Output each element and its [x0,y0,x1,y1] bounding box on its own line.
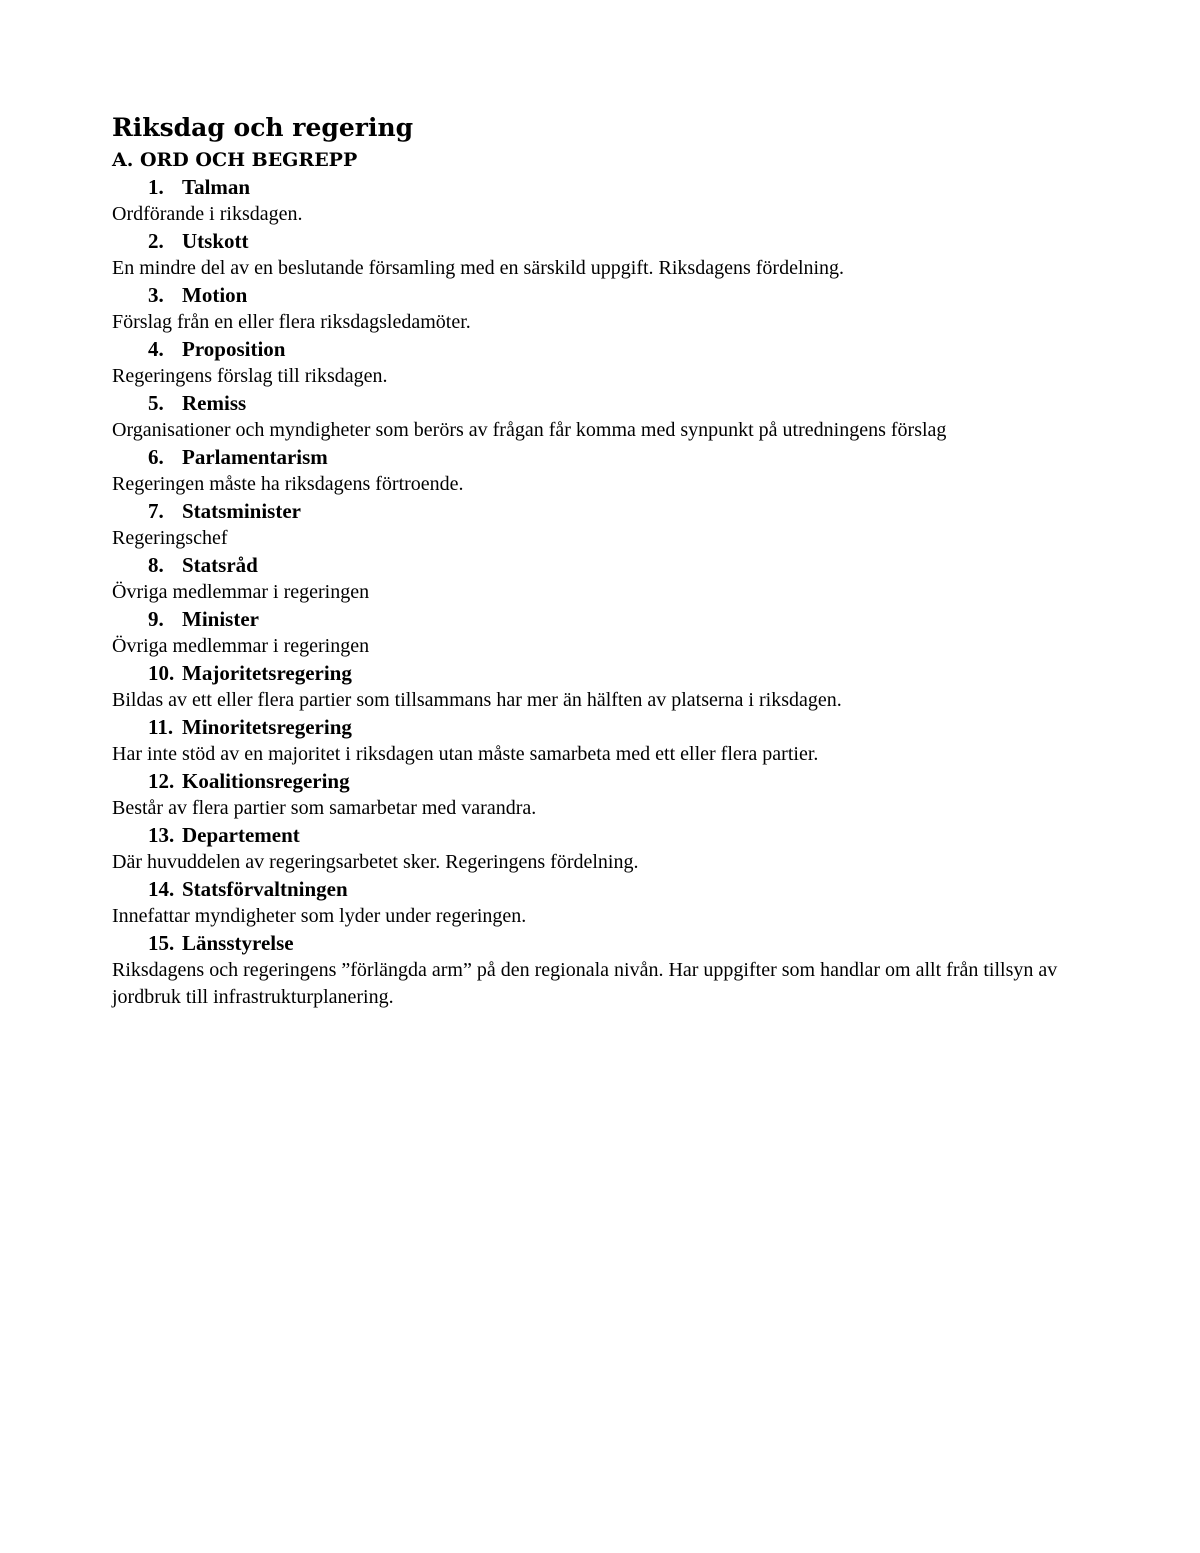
section-heading: A. ORD OCH BEGREPP [112,149,358,171]
term-definition: Regeringschef [112,527,228,549]
list-item [112,930,1102,1011]
list-item [112,174,1102,228]
term-definition: Har inte stöd av en majoritet i riksdagen utan måste samarbeta med ett eller flera partier. [112,743,819,765]
term-name: Minoritetsregering [182,715,352,739]
list-item [112,768,1102,822]
term-heading [112,876,1102,903]
term-heading [112,390,1102,417]
list-item [112,714,1102,768]
term-number: 7. [148,499,164,523]
term-number: 8. [148,553,164,577]
term-heading [112,498,1102,525]
term-definition: Där huvuddelen av regeringsarbetet sker. Regeringens fördelning. [112,851,639,873]
list-item [112,606,1102,660]
document-page [112,110,1102,1011]
term-definition: Regeringen måste ha riksdagens förtroende. [112,473,464,495]
term-name: Utskott [182,229,249,253]
list-item [112,498,1102,552]
term-list [112,174,1102,1011]
term-name: Motion [182,283,248,307]
list-item [112,390,1102,444]
term-heading [112,336,1102,363]
term-heading [112,822,1102,849]
term-number: 5. [148,391,164,415]
list-item [112,336,1102,390]
term-definition: Riksdagens och regeringens ”förlängda arm” på den regionala nivån. Har uppgifter som handlar om allt från tillsyn av jordbruk till infrastrukturplanering. [112,959,1058,1008]
list-item [112,228,1102,282]
term-definition: Ordförande i riksdagen. [112,203,303,225]
term-heading [112,714,1102,741]
term-number: 14. [148,877,175,901]
term-number: 9. [148,607,164,631]
term-number: 11. [148,715,174,739]
term-number: 15. [148,931,175,955]
term-definition: Består av flera partier som samarbetar med varandra. [112,797,537,819]
term-definition: Organisationer och myndigheter som berörs av frågan får komma med synpunkt på utredningens förslag [112,419,947,441]
term-number: 13. [148,823,175,847]
term-heading [112,930,1102,957]
term-heading [112,282,1102,309]
term-name: Majoritetsregering [182,661,352,685]
list-item [112,282,1102,336]
term-name: Parlamentarism [182,445,328,469]
term-name: Koalitionsregering [182,769,350,793]
term-heading [112,768,1102,795]
term-number: 1. [148,175,164,199]
term-name: Statsråd [182,553,258,577]
term-name: Statsförvaltningen [182,877,348,901]
term-definition: Förslag från en eller flera riksdagsledamöter. [112,311,471,333]
list-item [112,822,1102,876]
list-item [112,444,1102,498]
term-definition: Bildas av ett eller flera partier som tillsammans har mer än hälften av platserna i riksdagen. [112,689,842,711]
term-definition: En mindre del av en beslutande församling med en särskild uppgift. Riksdagens fördelning. [112,257,845,279]
list-item [112,876,1102,930]
term-heading [112,174,1102,201]
term-number: 3. [148,283,164,307]
term-number: 12. [148,769,175,793]
document-title: Riksdag och regering [112,113,414,142]
list-item [112,552,1102,606]
term-name: Statsminister [182,499,301,523]
term-number: 10. [148,661,175,685]
term-heading [112,552,1102,579]
term-definition: Innefattar myndigheter som lyder under regeringen. [112,905,527,927]
term-number: 6. [148,445,164,469]
term-definition: Övriga medlemmar i regeringen [112,635,370,657]
term-heading [112,444,1102,471]
term-name: Proposition [182,337,286,361]
list-item [112,660,1102,714]
term-heading [112,606,1102,633]
term-name: Remiss [182,391,247,415]
term-heading [112,228,1102,255]
term-name: Departement [182,823,300,847]
term-number: 4. [148,337,164,361]
term-definition: Regeringens förslag till riksdagen. [112,365,388,387]
term-name: Talman [182,175,251,199]
term-name: Minister [182,607,259,631]
term-definition: Övriga medlemmar i regeringen [112,581,370,603]
term-heading [112,660,1102,687]
term-name: Länsstyrelse [182,931,294,955]
term-number: 2. [148,229,164,253]
